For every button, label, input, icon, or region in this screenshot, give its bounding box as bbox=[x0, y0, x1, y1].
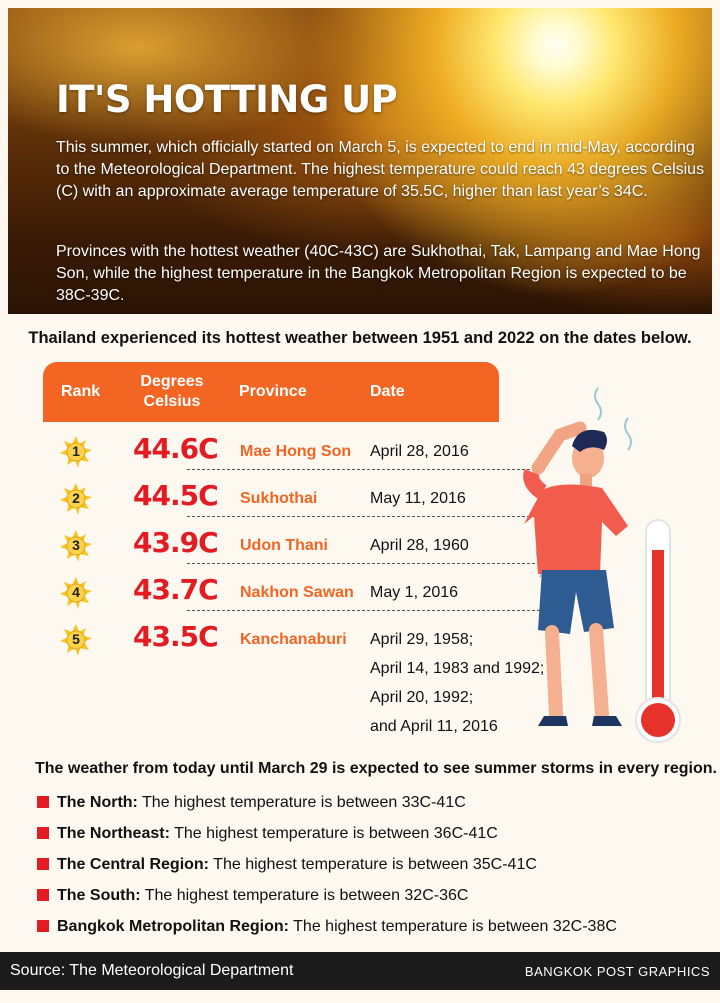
sun-badge-icon bbox=[60, 624, 92, 656]
region-item bbox=[37, 887, 468, 905]
record-date-line: and April 11, 2016 bbox=[370, 718, 498, 735]
brand-credit: BANGKOK POST GRAPHICS bbox=[524, 964, 710, 979]
bullet-square-icon bbox=[37, 889, 49, 901]
row-divider bbox=[187, 563, 545, 564]
record-date-line: April 20, 1992; bbox=[370, 689, 474, 706]
bullet-square-icon bbox=[37, 827, 49, 839]
sun-badge-icon bbox=[60, 483, 92, 515]
region-item bbox=[37, 794, 466, 812]
intro-paragraph-2: Provinces with the hottest weather (40C-43C) are Sukhothai, Tak, Lampang and Mae Hong Son, while the highest temperature in the Bangkok Metropolitan Region is expected to be 38C-39C. bbox=[56, 243, 701, 304]
rank-value: 2 bbox=[72, 490, 80, 506]
forecast-heading: The weather from today until March 29 is expected to see summer storms in every region. bbox=[35, 760, 717, 777]
intro-paragraph-1: This summer, which officially started on March 5, is expected to end in mid-May, according to the Meteorological Department. The highest temperature could reach 43 degrees Celsius (C) with an approximate average temperature of 35.5C, higher than last year’s 34C. bbox=[56, 139, 705, 200]
temperature-value: 43.7C bbox=[133, 573, 218, 606]
sun-badge-icon bbox=[60, 436, 92, 468]
record-date: April 28, 1960 bbox=[370, 537, 469, 554]
temperature-value: 44.5C bbox=[133, 479, 218, 512]
page-title: IT'S HOTTING UP bbox=[56, 78, 398, 121]
region-name: The Central Region: bbox=[57, 856, 210, 873]
temperature-value: 43.9C bbox=[133, 526, 218, 559]
region-name: Bangkok Metropolitan Region: bbox=[57, 918, 289, 935]
region-text: The highest temperature is between 32C-36C bbox=[140, 887, 469, 904]
province-name: Nakhon Sawan bbox=[240, 584, 354, 601]
region-name: The South: bbox=[57, 887, 141, 904]
bullet-square-icon bbox=[37, 796, 49, 808]
footer-bar bbox=[0, 952, 720, 990]
rank-value: 1 bbox=[72, 443, 80, 459]
column-header-rank: Rank bbox=[61, 383, 101, 400]
sun-badge-icon bbox=[60, 577, 92, 609]
record-date: May 1, 2016 bbox=[370, 584, 459, 601]
bullet-square-icon bbox=[37, 858, 49, 870]
temperature-value: 44.6C bbox=[133, 432, 218, 465]
region-name: The Northeast: bbox=[57, 825, 170, 842]
column-header-province: Province bbox=[239, 383, 307, 400]
province-name: Udon Thani bbox=[240, 537, 328, 554]
source-credit: Source: The Meteorological Department bbox=[10, 962, 294, 979]
temperature-value: 43.5C bbox=[133, 620, 218, 653]
table-header bbox=[43, 362, 499, 422]
row-divider bbox=[187, 469, 545, 470]
bullet-square-icon bbox=[37, 920, 49, 932]
region-text: The highest temperature is between 36C-41C bbox=[169, 825, 498, 842]
hot-person-illustration bbox=[500, 380, 710, 750]
record-date: May 11, 2016 bbox=[370, 490, 466, 507]
table-heading: Thailand experienced its hottest weather between 1951 and 2022 on the dates below. bbox=[28, 329, 692, 347]
rank-value: 5 bbox=[72, 631, 80, 647]
region-text: The highest temperature is between 33C-41C bbox=[137, 794, 466, 811]
row-divider bbox=[187, 610, 545, 611]
province-name: Mae Hong Son bbox=[240, 443, 352, 460]
record-date-line: April 14, 1983 and 1992; bbox=[370, 660, 545, 677]
record-date-line: April 29, 1958; bbox=[370, 631, 474, 648]
row-divider bbox=[187, 516, 545, 517]
column-header-date: Date bbox=[370, 383, 405, 400]
region-item bbox=[37, 825, 498, 843]
province-name: Kanchanaburi bbox=[240, 631, 347, 648]
record-date: April 28, 2016 bbox=[370, 443, 469, 460]
sun-badge-icon bbox=[60, 530, 92, 562]
region-text: The highest temperature is between 35C-41C bbox=[209, 856, 537, 873]
province-name: Sukhothai bbox=[240, 490, 318, 507]
rank-value: 3 bbox=[72, 537, 80, 553]
region-item bbox=[37, 856, 537, 874]
region-item bbox=[37, 918, 617, 936]
region-name: The North: bbox=[57, 794, 138, 811]
rank-value: 4 bbox=[72, 584, 80, 600]
column-header-degrees: Degrees Celsius bbox=[140, 373, 204, 410]
region-text: The highest temperature is between 32C-38C bbox=[289, 918, 617, 935]
hero-banner bbox=[8, 8, 712, 314]
